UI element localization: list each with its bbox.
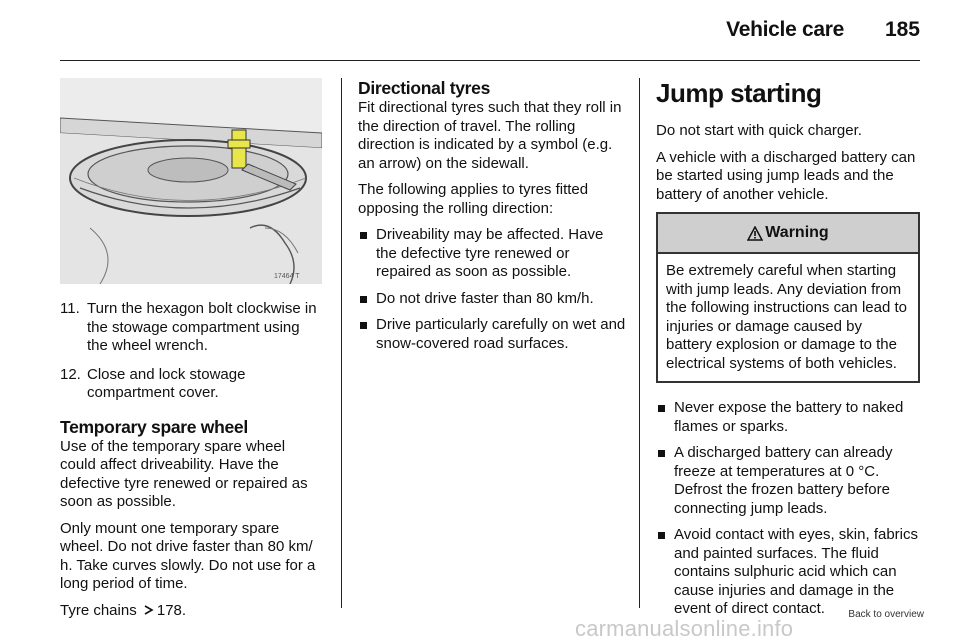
step-text: Close and lock stowage compartment cover. — [87, 365, 246, 401]
tyre-chains-label: Tyre chains — [60, 601, 137, 619]
bullet-text: Do not drive faster than 80 km/h. — [376, 289, 594, 307]
bullet-text: Avoid contact with eyes, skin, fabrics and painted surfaces. The fluid contains sulphuric acid which can cause injuries and damage in the event of direct contact. — [674, 526, 918, 617]
jump-starting-heading: Jump starting — [656, 78, 822, 108]
back-to-overview-link[interactable]: Back to overview — [848, 609, 924, 620]
column-middle — [358, 78, 626, 361]
list-item — [656, 526, 920, 619]
warning-triangle-icon — [747, 226, 763, 241]
column-divider-1 — [341, 78, 342, 608]
directional-bullets — [358, 226, 626, 353]
bullet-text: Never expose the battery to naked flames or sparks. — [674, 399, 904, 435]
warning-text: Be extremely careful when starting with jump leads. Any deviation from the following instructions can lead to injuries or damage caused by battery explosion or damage to the electrical systems of both vehicles. — [666, 262, 907, 372]
warning-box — [656, 212, 920, 383]
list-item — [358, 290, 626, 309]
step-12 — [60, 366, 322, 403]
step-number: 12. — [60, 365, 81, 383]
column-right — [656, 78, 920, 627]
bullet-text: Drive particularly carefully on wet and snow-covered road surfaces. — [376, 316, 626, 352]
tyre-chains-ref — [60, 602, 322, 621]
watermark: carmanualsonline.info — [575, 616, 794, 641]
bullet-icon — [658, 450, 665, 457]
warning-header — [658, 214, 918, 254]
page-header — [0, 0, 960, 62]
figure-code: 17464 T — [274, 273, 300, 280]
directional-paragraph-2: The following applies to tyres fitted opposing the rolling direction: — [358, 181, 589, 217]
tyre-chains-page-link[interactable]: 178. — [156, 601, 187, 619]
directional-tyres-heading: Directional tyres — [358, 78, 491, 98]
list-item — [358, 226, 626, 282]
step-number: 11. — [60, 300, 80, 317]
bullet-icon — [658, 532, 665, 539]
spare-paragraph-1: Use of the temporary spare wheel could affect driveability. Have the defective tyre renewed or repaired as soon as possible. — [60, 437, 308, 510]
directional-paragraph-1: Fit directional tyres such that they roll in the direction of travel. The rolling direction is indicated by a symbol (e.g. an arrow) on the sidewall. — [358, 99, 622, 172]
steps-list — [60, 300, 322, 403]
spare-wheel-illustration — [60, 78, 322, 284]
jump-paragraph-1: Do not start with quick charger. — [656, 122, 862, 139]
bullet-icon — [360, 232, 367, 239]
list-item — [656, 444, 920, 518]
section-title: Vehicle care — [726, 18, 844, 41]
header-divider — [60, 60, 920, 61]
jump-paragraph-2: A vehicle with a discharged battery can be started using jump leads and the battery of another vehicle. — [656, 148, 916, 203]
spare-paragraph-2: Only mount one temporary spare wheel. Do not drive faster than 80 km/ h. Take curves slowly. Do not use for a long period of time. — [60, 519, 316, 592]
list-item — [358, 316, 626, 353]
bullet-text: A discharged battery can already freeze at temperatures at 0 °C. Defrost the frozen battery before connecting jump leads. — [674, 444, 893, 517]
bullet-icon — [360, 296, 367, 303]
jump-bullets — [656, 399, 920, 619]
bullet-text: Driveability may be affected. Have the defective tyre renewed or repaired as soon as possible. — [376, 226, 604, 280]
list-item — [656, 399, 920, 436]
page-ref-icon — [143, 604, 155, 616]
step-text: Turn the hexagon bolt clockwise in the stowage compartment using the wheel wrench. — [87, 300, 317, 354]
column-left — [60, 78, 322, 628]
spare-wheel-heading: Temporary spare wheel — [60, 416, 248, 437]
warning-title: Warning — [765, 224, 829, 241]
bullet-icon — [360, 322, 367, 329]
page-number: 185 — [884, 18, 920, 41]
step-11 — [60, 300, 322, 356]
column-divider-2 — [639, 78, 640, 608]
bullet-icon — [658, 405, 665, 412]
